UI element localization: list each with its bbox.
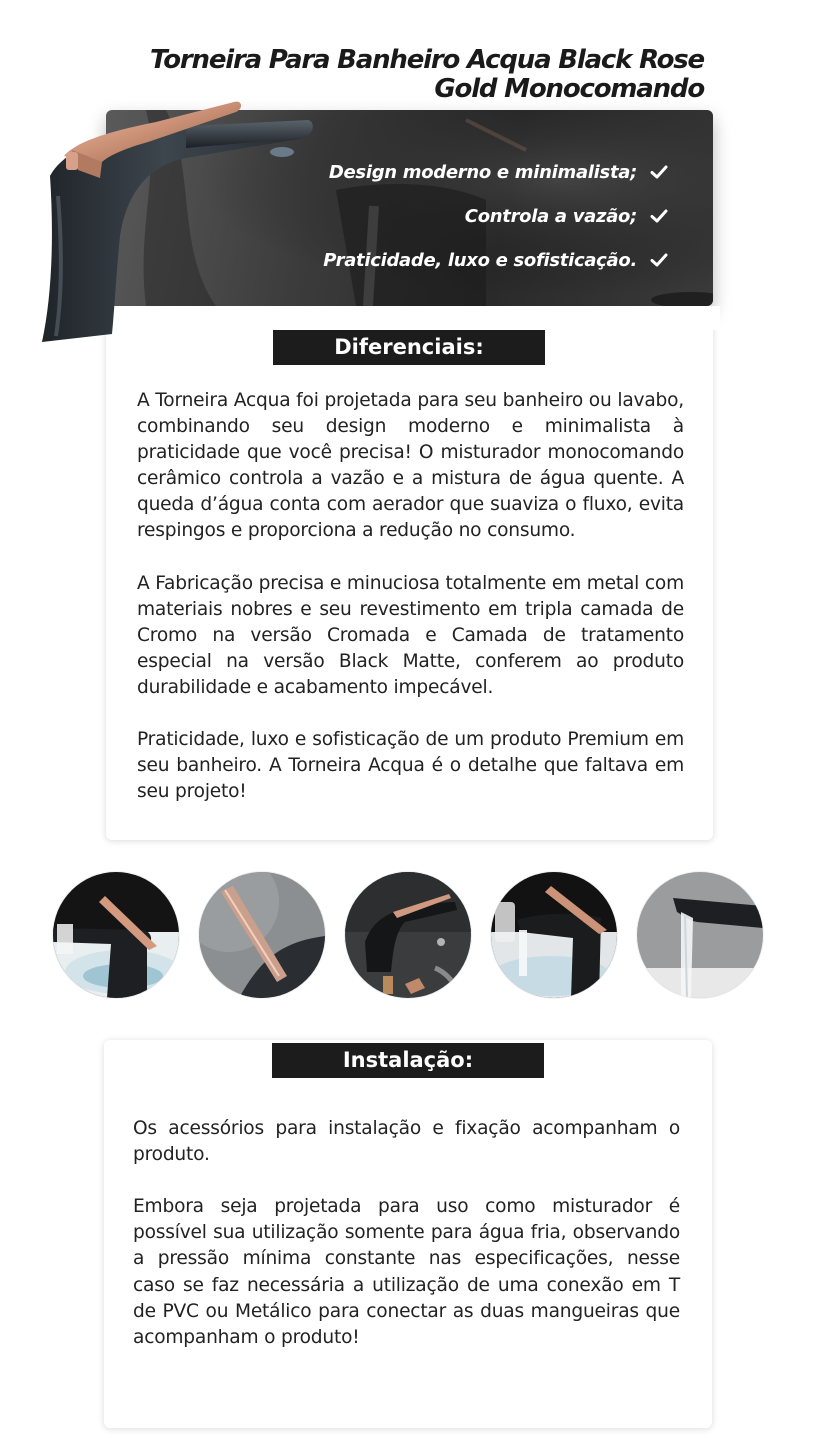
product-title-line-2: Gold Monocomando	[434, 74, 704, 104]
check-icon	[649, 162, 669, 182]
gallery-thumb-3[interactable]	[345, 872, 471, 998]
faucet-accessories-photo-icon	[345, 872, 471, 998]
gallery-thumb-5[interactable]	[637, 872, 763, 998]
product-gallery	[0, 872, 814, 1000]
check-icon	[649, 250, 669, 270]
instalacao-label: Instalação:	[272, 1043, 544, 1078]
feature-label: Design moderno e minimalista;	[328, 161, 637, 183]
gallery-thumb-2[interactable]	[199, 872, 325, 998]
diferenciais-label: Diferenciais:	[273, 330, 545, 365]
instalacao-text	[133, 1116, 680, 1351]
paragraph: A Fabricação precisa e minuciosa totalmente em metal com materiais nobres e seu revestimento em tripla camada de Cromo na versão Cromada e Camada de tratamento especial na versão Black Matte, conferem ao produto durabilidade e acabamento impecável.	[137, 572, 684, 699]
feature-item	[323, 194, 669, 238]
paragraph: Embora seja projetada para uso como misturador é possível sua utilização somente para água fria, observando a pressão mínima constante nas especificações, nesse caso se faz necessária a utilização de uma conexão em T de PVC ou Metálico para conectar as duas mangueiras que acompanham o produto!	[133, 1196, 680, 1348]
faucet-rose-gold-sink-photo-icon	[53, 872, 179, 998]
feature-label: Praticidade, luxo e sofisticação.	[323, 249, 637, 271]
feature-list	[323, 150, 669, 282]
feature-label: Controla a vazão;	[464, 205, 637, 227]
paragraph: A Torneira Acqua foi projetada para seu banheiro ou lavabo, combinando seu design moderno e minimalista à praticidade que você precisa! O misturador monocomando cerâmico controla a vazão e a mistura de água quente. A queda d’água conta com aerador que suaviza o fluxo, evita respingos e proporciona a redução no consumo.	[137, 390, 684, 542]
paragraph: Os acessórios para instalação e fixação acompanham o produto.	[133, 1118, 680, 1166]
paragraph: Praticidade, luxo e sofisticação de um produto Premium em seu banheiro. A Torneira Acqua é o detalhe que faltava em seu projeto!	[137, 729, 684, 803]
diferenciais-text	[137, 388, 684, 806]
check-icon	[649, 206, 669, 226]
product-title-line-1: Torneira Para Banheiro Acqua Black Rose	[150, 45, 704, 75]
feature-item	[323, 238, 669, 282]
rose-gold-handle-closeup-photo-icon	[199, 872, 325, 998]
feature-item	[323, 150, 669, 194]
faucet-product-image	[36, 86, 326, 348]
spout-water-stream-photo-icon	[637, 872, 763, 998]
faucet-running-water-photo-icon	[491, 872, 617, 998]
gallery-thumb-1[interactable]	[53, 872, 179, 998]
gallery-thumb-4[interactable]	[491, 872, 617, 998]
